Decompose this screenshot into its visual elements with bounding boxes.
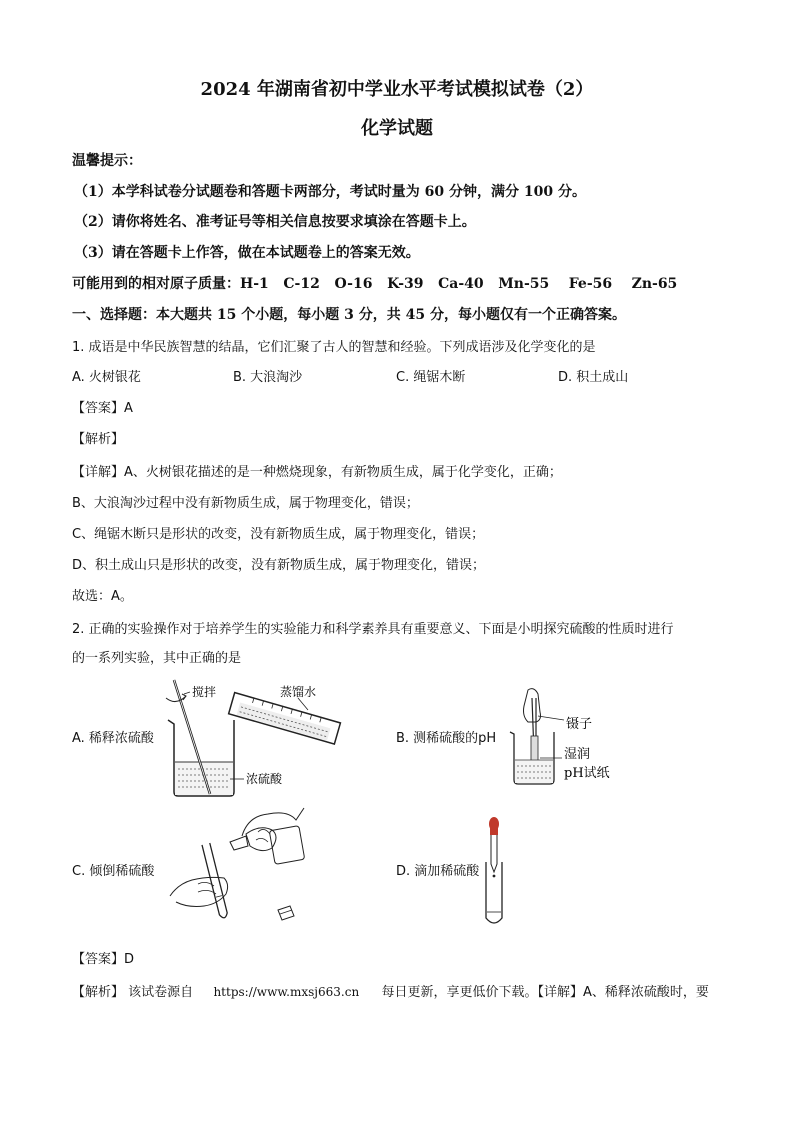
figure-d-dropper <box>482 814 508 928</box>
question-1-option-c: C. 绳锯木断 <box>396 370 466 385</box>
question-2-analysis-source: 该试卷源自 <box>128 985 194 1000</box>
exam-subtitle: 化学试题 <box>361 118 433 139</box>
figure-a-dilution <box>160 676 360 800</box>
question-1-answer: 【答案】A <box>72 401 133 416</box>
figure-a-label-water: 蒸馏水 <box>280 685 317 699</box>
figure-b-label-tweezers: 镊子 <box>566 717 593 732</box>
atomic-masses: 可能用到的相对原子质量：H-1 C-12 O-16 K-39 Ca-40 Mn-55 Fe-56 Zn-65 <box>72 276 678 292</box>
question-2-option-b: B. 测稀硫酸的pH <box>396 731 497 746</box>
question-2-option-d: D. 滴加稀硫酸 <box>396 864 480 879</box>
question-1-option-b: B. 大浪淘沙 <box>233 370 303 385</box>
notes-item-1: （1）本学科试卷分试题卷和答题卡两部分，考试时量为 60 分钟，满分 100 分。 <box>74 184 586 200</box>
question-1-explanation-3: C、绳锯木断只是形状的改变，没有新物质生成，属于物理变化，错误； <box>72 527 485 542</box>
source-link[interactable]: https://www.mxsj663.cn <box>213 985 360 999</box>
figure-a-label-stir: 搅拌 <box>192 685 217 699</box>
question-2-analysis-line <box>72 983 709 1002</box>
figure-a-label-acid: 浓硫酸 <box>246 772 283 786</box>
question-2-stem-line-1: 2. 正确的实验操作对于培养学生的实验能力和科学素养具有重要意义、下面是小明探究硫酸的性质时进行 <box>72 622 674 637</box>
question-1-explanation-4: D、积土成山只是形状的改变，没有新物质生成，属于物理变化，错误； <box>72 558 486 573</box>
question-1-explanation-5: 故选：A。 <box>72 589 133 604</box>
figure-b-label-wet: 湿润 <box>564 747 591 762</box>
figure-b-label-paper: pH试纸 <box>564 766 610 781</box>
figure-b-ph-test <box>498 686 638 786</box>
question-2-analysis-label: 【解析】 <box>72 985 125 1000</box>
question-1-option-d: D. 积土成山 <box>558 370 629 385</box>
question-1-analysis-label: 【解析】 <box>72 432 125 447</box>
question-2-answer: 【答案】D <box>72 952 135 967</box>
notes-item-3: （3）请在答题卡上作答，做在本试题卷上的答案无效。 <box>74 245 420 261</box>
figure-c-pouring <box>168 806 318 928</box>
notes-item-2: （2）请你将姓名、准考证号等相关信息按要求填涂在答题卡上。 <box>74 214 476 230</box>
question-2-option-c: C. 倾倒稀硫酸 <box>72 864 155 879</box>
question-1-explanation-2: B、大浪淘沙过程中没有新物质生成，属于物理变化，错误； <box>72 496 419 511</box>
notes-heading: 温馨提示： <box>72 153 142 169</box>
question-2-analysis-detail: 【详解】A、稀释浓硫酸时，要 <box>537 985 709 1000</box>
section-heading: 一、选择题：本大题共 15 个小题，每小题 3 分，共 45 分，每小题仅有一个正确答案。 <box>72 307 626 323</box>
question-1-option-a: A. 火树银花 <box>72 370 141 385</box>
question-1-stem: 1. 成语是中华民族智慧的结晶，它们汇聚了古人的智慧和经验。下列成语涉及化学变化的是 <box>72 340 596 355</box>
question-2-analysis-note: 每日更新，享更低价下载。 <box>381 985 538 1000</box>
question-2-option-a: A. 稀释浓硫酸 <box>72 731 154 746</box>
exam-title: 2024 年湖南省初中学业水平考试模拟试卷（2） <box>200 79 594 100</box>
question-1-explanation-1: 【详解】A、火树银花描述的是一种燃烧现象，有新物质生成，属于化学变化，正确； <box>72 465 562 480</box>
question-2-stem-line-2: 的一系列实验，其中正确的是 <box>72 651 242 666</box>
